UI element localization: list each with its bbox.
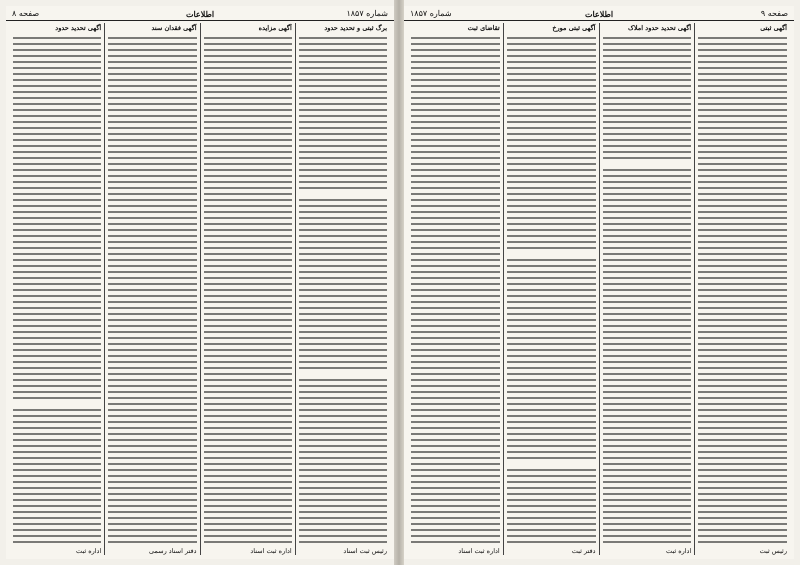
text-column: [201, 23, 296, 555]
left-page-header: [6, 6, 394, 21]
left-page-number: صفحه ۸: [12, 9, 40, 18]
right-page-number: صفحه ۹: [760, 9, 788, 18]
section-divider: [296, 373, 390, 375]
left-page: [6, 6, 394, 559]
text-column: [600, 23, 696, 555]
section-divider: [296, 193, 390, 195]
right-issue-number: شماره ۱۸۵۷: [410, 9, 452, 18]
right-masthead-title: اطلاعات: [584, 9, 614, 19]
text-column: [105, 23, 200, 555]
section-divider: [10, 403, 104, 405]
right-page: [404, 6, 794, 559]
section-divider: [695, 213, 790, 215]
column-heading: برگ ثبتی و تحدید حدود: [299, 23, 387, 34]
column-footer: دفتر اسناد رسمی: [108, 545, 196, 555]
left-issue-number: شماره ۱۸۵۷: [346, 9, 388, 18]
section-divider: [600, 353, 695, 355]
section-divider: [10, 173, 104, 175]
right-page-header: [404, 6, 794, 21]
section-divider: [408, 183, 503, 185]
section-divider: [408, 383, 503, 385]
column-heading: آگهی ثبتی مورخ: [507, 23, 596, 34]
column-footer: اداره ثبت اسناد: [411, 545, 500, 555]
section-divider: [201, 143, 295, 145]
page-gutter: [394, 0, 404, 565]
text-column: [296, 23, 390, 555]
text-column: [695, 23, 790, 555]
column-heading: آگهی فقدان سند: [108, 23, 196, 34]
text-column: [504, 23, 600, 555]
section-divider: [695, 423, 790, 425]
left-columns: [10, 23, 390, 555]
section-divider: [201, 323, 295, 325]
column-heading: آگهی مزایده: [204, 23, 292, 34]
column-footer: دفتر ثبت: [507, 545, 596, 555]
column-footer: اداره ثبت: [13, 545, 101, 555]
column-heading: آگهی تحدید حدود: [13, 23, 101, 34]
left-masthead-title: اطلاعات: [185, 9, 215, 19]
column-footer: اداره ثبت: [603, 545, 692, 555]
text-column: [10, 23, 105, 555]
text-column: [408, 23, 504, 555]
column-footer: اداره ثبت اسناد: [204, 545, 292, 555]
section-divider: [105, 233, 199, 235]
section-divider: [600, 163, 695, 165]
section-divider: [105, 443, 199, 445]
column-footer: رئیس ثبت اسناد: [299, 545, 387, 555]
column-footer: رئیس ثبت: [698, 545, 787, 555]
section-divider: [504, 463, 599, 465]
column-heading: آگهی تحدید حدود املاک: [603, 23, 692, 34]
column-heading: آگهی ثبتی: [698, 23, 787, 34]
column-heading: تقاضای ثبت: [411, 23, 500, 34]
section-divider: [504, 253, 599, 255]
right-columns: [408, 23, 790, 555]
